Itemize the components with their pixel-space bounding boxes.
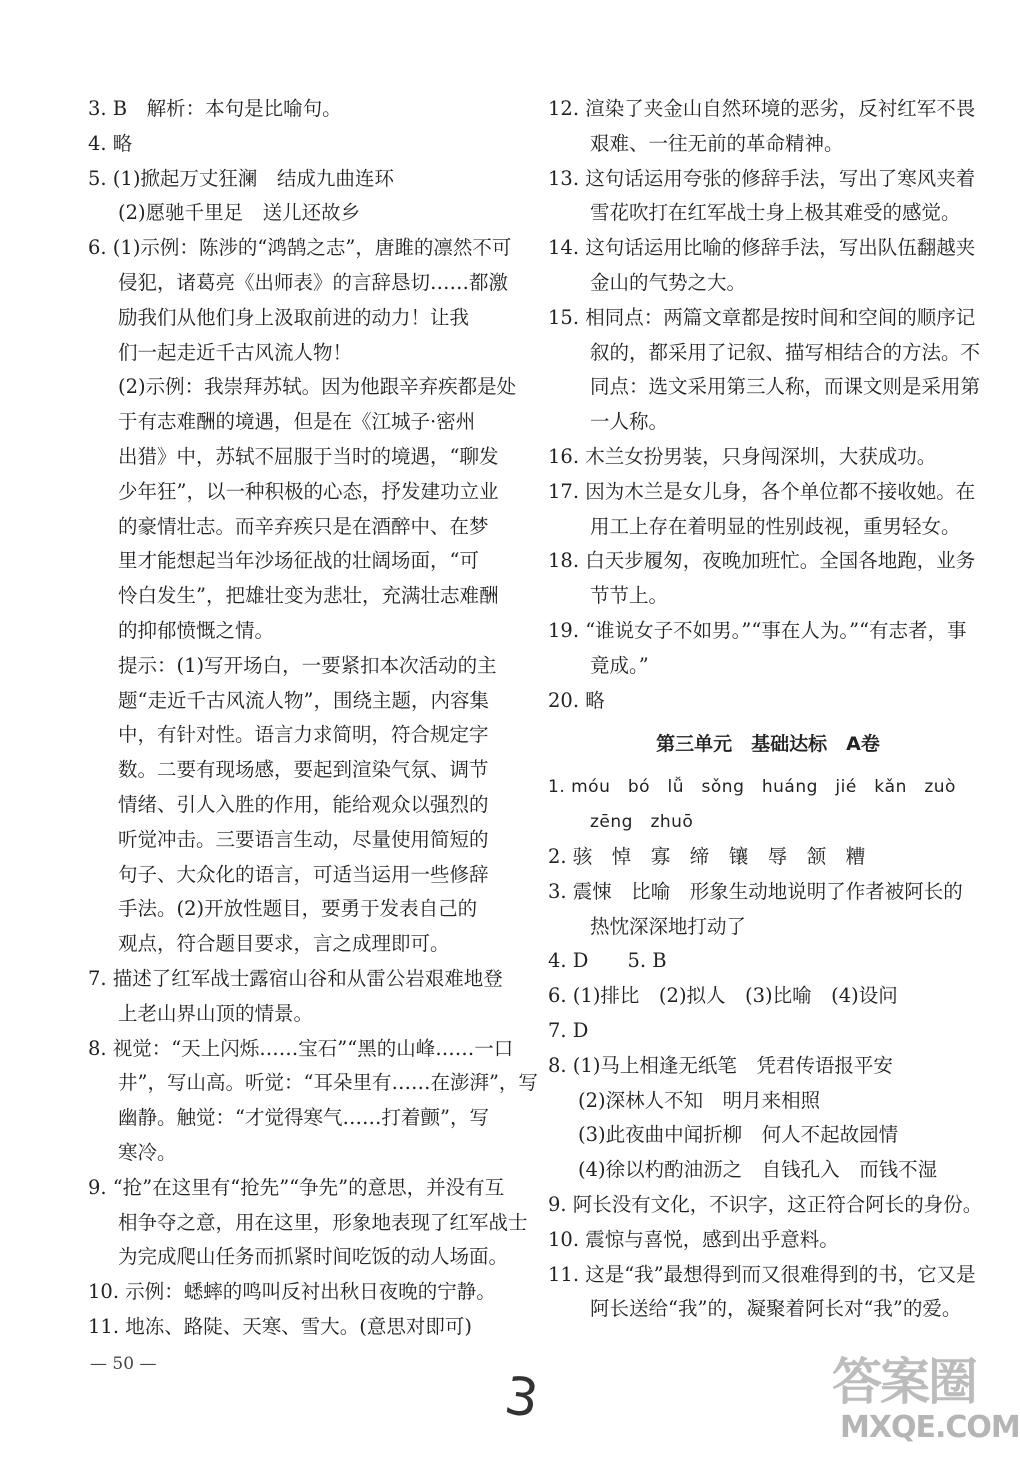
text-line: 8. 视觉：“天上闪烁……宝石”“黑的山峰……一口: [88, 1036, 514, 1060]
text-line: (2)愿驰千里足 送儿还故乡: [118, 201, 361, 225]
text-line: (2)示例：我崇拜苏轼。因为他跟辛弃疾都是处: [118, 375, 517, 399]
text-line: 寒冷。: [118, 1140, 177, 1164]
handwritten-mark: 3: [500, 1365, 543, 1431]
text-line: 9. 阿长没有文化，不识字，这正符合阿长的身份。: [548, 1192, 983, 1216]
text-line: 15. 相同点：两篇文章都是按时间和空间的顺序记: [548, 305, 976, 329]
text-line: (3)此夜曲中闻折柳 何人不起故园情: [578, 1123, 899, 1147]
text-line: 10. 示例：蟋蟀的鸣叫反衬出秋日夜晚的宁静。: [88, 1280, 496, 1304]
text-line: 用工上存在着明显的性别歧视，重男轻女。: [590, 514, 961, 538]
text-line: 艰难、一往无前的革命精神。: [590, 131, 844, 155]
text-line: 侵犯，诸葛亮《出师表》的言辞恳切……都激: [118, 270, 509, 294]
watermark-url: MXQE.COM: [840, 1410, 1020, 1445]
text-line: 的抑郁愤慨之情。: [118, 618, 275, 642]
text-line: 8. (1)马上相逢无纸笔 凭君传语报平安: [548, 1053, 893, 1077]
text-line: 11. 地冻、路陡、天寒、雪大。(意思对即可): [88, 1314, 472, 1338]
right-column: [548, 92, 988, 1327]
text-line: 16. 木兰女扮男装，只身闯深圳，大获成功。: [548, 444, 937, 468]
text-line: 7. 描述了红军战士露宿山谷和从雷公岩艰难地登: [88, 966, 503, 990]
text-line: 叙的，都采用了记叙、描写相结合的方法。不: [590, 340, 981, 364]
text-line: 20. 略: [548, 688, 605, 712]
text-line: 听觉冲击。三要语言生动，尽量使用简短的: [118, 827, 489, 851]
text-line: 手法。(2)开放性题目，要勇于发表自己的: [118, 897, 478, 921]
text-line: 18. 白天步履匆，夜晚加班忙。全国各地跑，业务: [548, 549, 976, 573]
text-line: 中，有针对性。语言力求简明，符合规定字: [118, 723, 489, 747]
watermark-logo: [822, 1342, 1020, 1454]
text-line: 6. (1)示例：陈涉的“鸿鹄之志”，唐雎的凛然不可: [88, 236, 512, 260]
text-line: 同点：选文采用第三人称，而课文则是采用第: [590, 375, 981, 399]
text-line: 5. (1)掀起万丈狂澜 结成九曲连环: [88, 166, 394, 190]
text-line: 的豪情壮志。而辛弃疾只是在酒醉中、在梦: [118, 514, 489, 538]
text-line: 6. (1)排比 (2)拟人 (3)比喻 (4)设问: [548, 984, 898, 1008]
text-line: 10. 震惊与喜悦，感到出乎意料。: [548, 1227, 839, 1251]
text-line: 为完成爬山任务而抓紧时间吃饭的动人场面。: [118, 1245, 509, 1269]
text-line: 里才能想起当年沙场征战的壮阔场面，“可: [118, 549, 479, 573]
text-line: 题“走近千古风流人物”，围绕主题，内容集: [118, 688, 489, 712]
text-line: 出猎》中，苏轼不屈服于当时的境遇，“聊发: [118, 444, 499, 468]
text-line: 少年狂”，以一种积极的心态，抒发建功立业: [118, 479, 499, 503]
section-heading: 第三单元 基础达标 A卷: [656, 733, 880, 756]
text-line: 13. 这句话运用夸张的修辞手法，写出了寒风夹着: [548, 166, 976, 190]
text-line: 句子、大众化的语言，可适当运用一些修辞: [118, 862, 489, 886]
text-line: 情绪、引人入胜的作用，能给观众以强烈的: [118, 792, 489, 816]
text-line: 们一起走近千古风流人物！: [118, 340, 353, 364]
page-number: — 50 —: [90, 1354, 157, 1374]
text-line: (2)深林人不知 明月来相照: [578, 1088, 821, 1112]
text-line: 雪花吹打在红军战士身上极其难受的感觉。: [590, 201, 961, 225]
text-line: 竟成。”: [590, 653, 649, 677]
text-line: 观点，符合题目要求，言之成理即可。: [118, 932, 450, 956]
pinyin-line-2: zēng zhuō: [590, 812, 694, 833]
text-line: 9. “抢”在这里有“抢先”“争先”的意思，并没有互: [88, 1175, 505, 1199]
text-line: 14. 这句话运用比喻的修辞手法，写出队伍翻越夹: [548, 236, 976, 260]
text-line: (4)徐以杓酌油沥之 自钱孔入 而钱不湿: [578, 1158, 938, 1182]
text-line: 相争夺之意，用在这里，形象地表现了红军战士: [118, 1210, 528, 1234]
text-line: 11. 这是“我”最想得到而又很难得到的书，它又是: [548, 1262, 976, 1286]
text-line: 3. B 解析：本句是比喻句。: [88, 97, 342, 120]
text-line: 励我们从他们身上汲取前进的动力！让我: [118, 305, 470, 329]
unit3-answers: [548, 840, 988, 1327]
text-line: 幽静。触觉：“才觉得寒气……打着颤”，写: [118, 1106, 489, 1130]
text-line: 阿长送给“我”的，凝聚着阿长对“我”的爱。: [590, 1297, 962, 1321]
text-line: 金山的气势之大。: [590, 270, 747, 294]
text-line: 热忱深深地打动了: [590, 914, 747, 938]
text-line: 3. 震悚 比喻 形象生动地说明了作者被阿长的: [548, 879, 963, 903]
text-line: 一人称。: [590, 410, 669, 434]
answers-12-20: [548, 92, 988, 718]
pinyin-line-1: 1. móu bó lǚ sǒng huáng jié kǎn zuò: [548, 777, 956, 798]
text-line: 节节上。: [590, 584, 669, 608]
text-line: 2. 骇 悼 寡 缔 镶 辱 颔 糟: [548, 844, 866, 868]
watermark-text: 答案圈: [832, 1353, 976, 1411]
text-line: 提示：(1)写开场白，一要紧扣本次活动的主: [118, 653, 497, 677]
text-line: 怜白发生”，把雄壮变为悲壮，充满壮志难酬: [118, 584, 499, 608]
text-line: 12. 渲染了夹金山自然环境的恶劣，反衬红军不畏: [548, 97, 976, 120]
text-line: 上老山界山顶的情景。: [118, 1001, 314, 1025]
left-column: [88, 92, 538, 1345]
text-line: 井”，写山高。听觉：“耳朵里有……在澎湃”，写: [118, 1071, 538, 1095]
text-line: 4. D 5. B: [548, 949, 667, 973]
text-line: 19. “谁说女子不如男。”“事在人为。”“有志者，事: [548, 618, 967, 642]
text-line: 4. 略: [88, 131, 133, 155]
text-line: 数。二要有现场感，要起到渲染气氛、调节: [118, 758, 489, 782]
text-line: 于有志难酬的境遇，但是在《江城子·密州: [118, 410, 476, 434]
text-line: 7. D: [548, 1018, 589, 1042]
text-line: 17. 因为木兰是女儿身，各个单位都不接收她。在: [548, 479, 976, 503]
